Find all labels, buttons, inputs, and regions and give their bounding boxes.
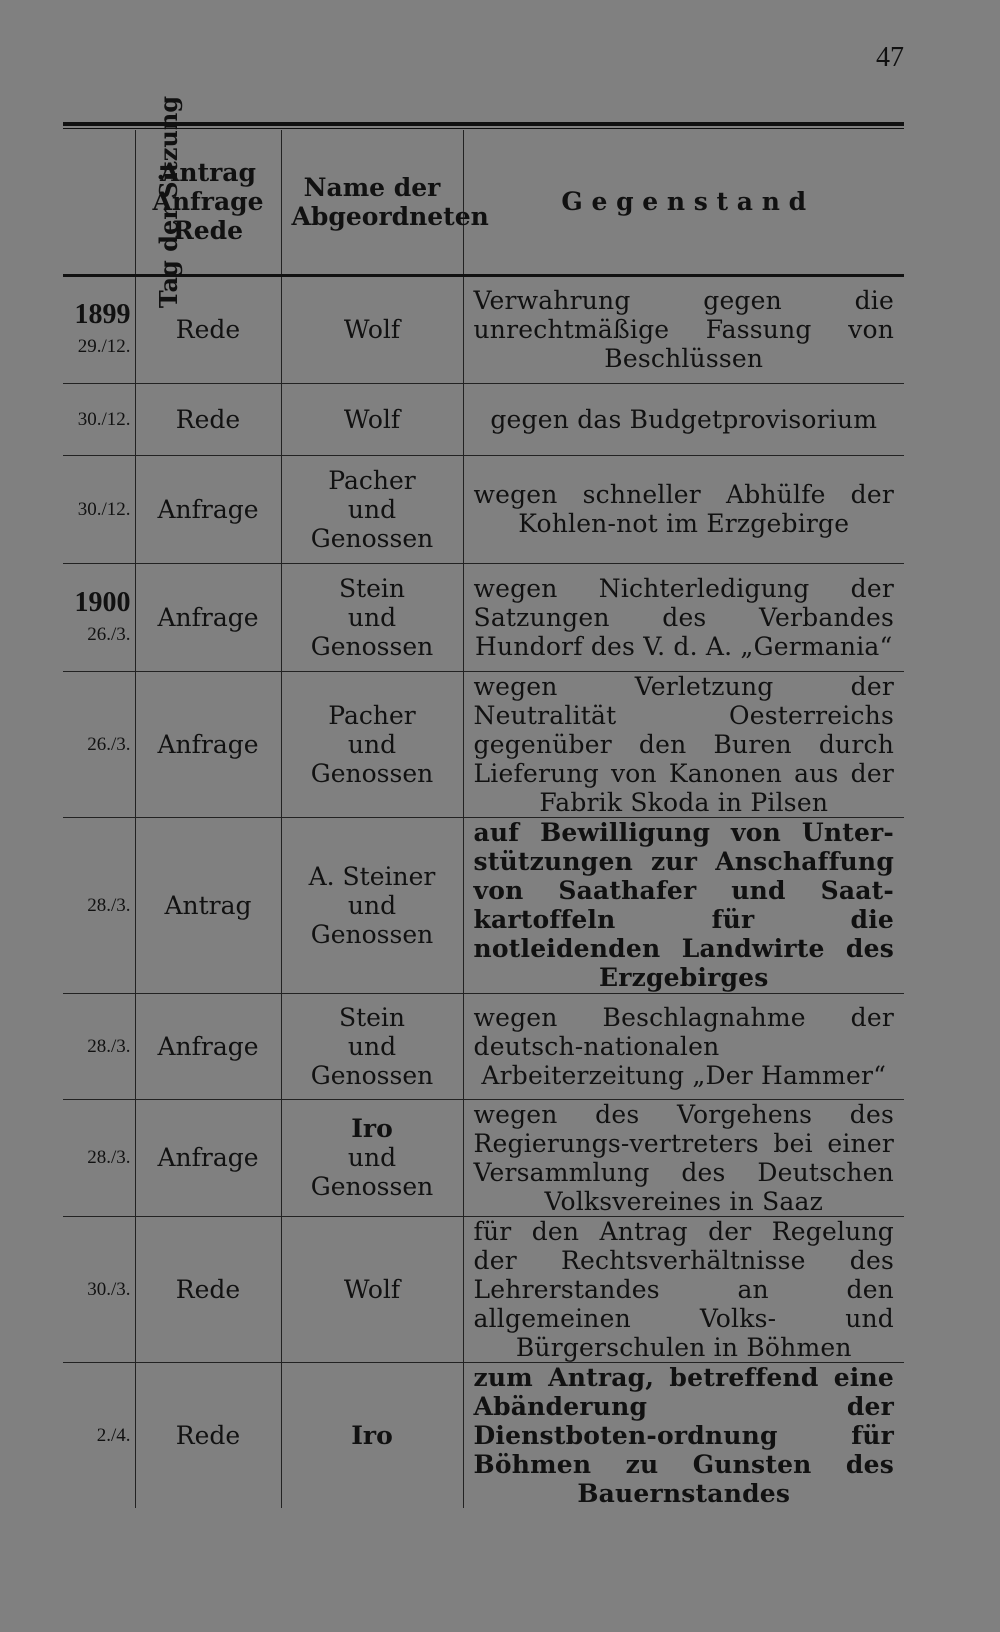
row-date <box>63 817 135 993</box>
row-year: 1900 <box>74 586 131 618</box>
row-type: Anfrage <box>135 671 281 817</box>
row-deputy-line: Stein <box>338 573 406 603</box>
row-deputy <box>281 275 463 383</box>
row-type: Rede <box>135 275 281 383</box>
row-deputy-line: Stein <box>338 1002 406 1032</box>
row-subject: wegen des Vorgehens des Regierungs-vertreters bei einer Versammlung des Deutschen Volksvereines in Saaz <box>463 1099 904 1216</box>
row-deputy <box>281 993 463 1099</box>
table-row <box>63 1362 904 1508</box>
header-subject: G e g e n s t a n d <box>463 130 904 275</box>
row-day-month: 2./4. <box>96 1424 131 1446</box>
row-deputy-line: und Genossen <box>310 602 434 661</box>
row-date <box>63 671 135 817</box>
row-deputy-line: und Genossen <box>310 1143 434 1201</box>
row-deputy <box>281 1362 463 1508</box>
row-date <box>63 275 135 383</box>
row-year: 1899 <box>74 299 131 330</box>
row-subject: wegen Nichterledigung der Satzungen des Verbandes Hundorf des V. d. A. „Germania“ <box>463 563 904 671</box>
row-day-month: 26./3. <box>87 733 131 755</box>
row-day-month: 30./12. <box>77 408 131 430</box>
row-type: Anfrage <box>135 1099 281 1216</box>
row-deputy <box>281 383 463 455</box>
row-deputy-line: Pacher <box>328 700 416 730</box>
table-row <box>63 993 904 1099</box>
header-type: Antrag Anfrage Rede <box>135 130 281 275</box>
row-deputy-line: und Genossen <box>310 1031 434 1090</box>
row-date <box>63 1099 135 1216</box>
row-type: Anfrage <box>135 993 281 1099</box>
row-deputy-line: und Genossen <box>310 494 434 553</box>
table-row <box>63 1216 904 1362</box>
row-deputy <box>281 671 463 817</box>
row-deputy-line: A. Steiner <box>308 861 436 891</box>
row-day-month: 28./3. <box>87 894 131 916</box>
row-day-month: 26./3. <box>87 623 131 645</box>
table-row <box>63 1099 904 1216</box>
row-date <box>63 1216 135 1362</box>
row-deputy-line: Iro <box>351 1114 393 1143</box>
row-subject: Verwahrung gegen die unrechtmäßige Fassung von Beschlüssen <box>463 275 904 383</box>
row-deputy <box>281 455 463 563</box>
page-number: 47 <box>876 42 904 73</box>
row-deputy <box>281 563 463 671</box>
header-name: Name der Abgeordneten <box>281 130 463 275</box>
row-day-month: 29./12. <box>77 336 131 357</box>
row-deputy-line: Wolf <box>343 1274 401 1304</box>
row-day-month: 30./3. <box>87 1278 131 1300</box>
row-deputy-line: und Genossen <box>310 890 434 949</box>
row-deputy-line: Wolf <box>343 404 401 434</box>
row-type: Antrag <box>135 817 281 993</box>
table-row <box>63 671 904 817</box>
session-register-table <box>63 96 904 1508</box>
row-date <box>63 383 135 455</box>
row-deputy-line: Iro <box>351 1420 393 1450</box>
header-date: Tag der Sitzung <box>63 130 135 275</box>
row-date <box>63 993 135 1099</box>
row-deputy-line: Wolf <box>343 315 401 344</box>
row-subject: wegen Beschlagnahme der deutsch-nationalen Arbeiterzeitung „Der Hammer“ <box>463 993 904 1099</box>
row-type: Rede <box>135 383 281 455</box>
row-subject: wegen schneller Abhülfe der Kohlen-not im Erzgebirge <box>463 455 904 563</box>
row-deputy <box>281 1099 463 1216</box>
row-deputy-line: und Genossen <box>310 729 434 788</box>
header-row <box>63 130 904 275</box>
row-type: Anfrage <box>135 455 281 563</box>
row-subject: gegen das Budgetprovisorium <box>463 383 904 455</box>
row-date <box>63 563 135 671</box>
row-deputy <box>281 817 463 993</box>
row-type: Rede <box>135 1362 281 1508</box>
table-row <box>63 455 904 563</box>
row-date <box>63 455 135 563</box>
table-row <box>63 275 904 383</box>
row-type: Anfrage <box>135 563 281 671</box>
row-subject: auf Bewilligung von Unter-stützungen zur Anschaffung von Saathafer und Saat-kartoffeln für die notleidenden Landwirte des Erzgebirges <box>463 817 904 993</box>
row-subject: zum Antrag, betreffend eine Abänderung der Dienstboten-ordnung für Böhmen zu Gunsten des Bauernstandes <box>463 1362 904 1508</box>
row-deputy <box>281 1216 463 1362</box>
row-subject: für den Antrag der Regelung der Rechtsverhältnisse des Lehrerstandes an den allgemeinen Volks- und Bürgerschulen in Böhmen <box>463 1216 904 1362</box>
row-date <box>63 1362 135 1508</box>
table-row <box>63 563 904 671</box>
row-deputy-line: Pacher <box>328 465 416 495</box>
row-day-month: 30./12. <box>77 498 131 520</box>
table-row <box>63 383 904 455</box>
row-day-month: 28./3. <box>87 1035 131 1057</box>
row-subject: wegen Verletzung der Neutralität Oesterreichs gegenüber den Buren durch Lieferung von Kanonen aus der Fabrik Skoda in Pilsen <box>463 671 904 817</box>
table-row <box>63 817 904 993</box>
row-day-month: 28./3. <box>87 1147 131 1168</box>
row-type: Rede <box>135 1216 281 1362</box>
top-rule <box>63 122 904 129</box>
